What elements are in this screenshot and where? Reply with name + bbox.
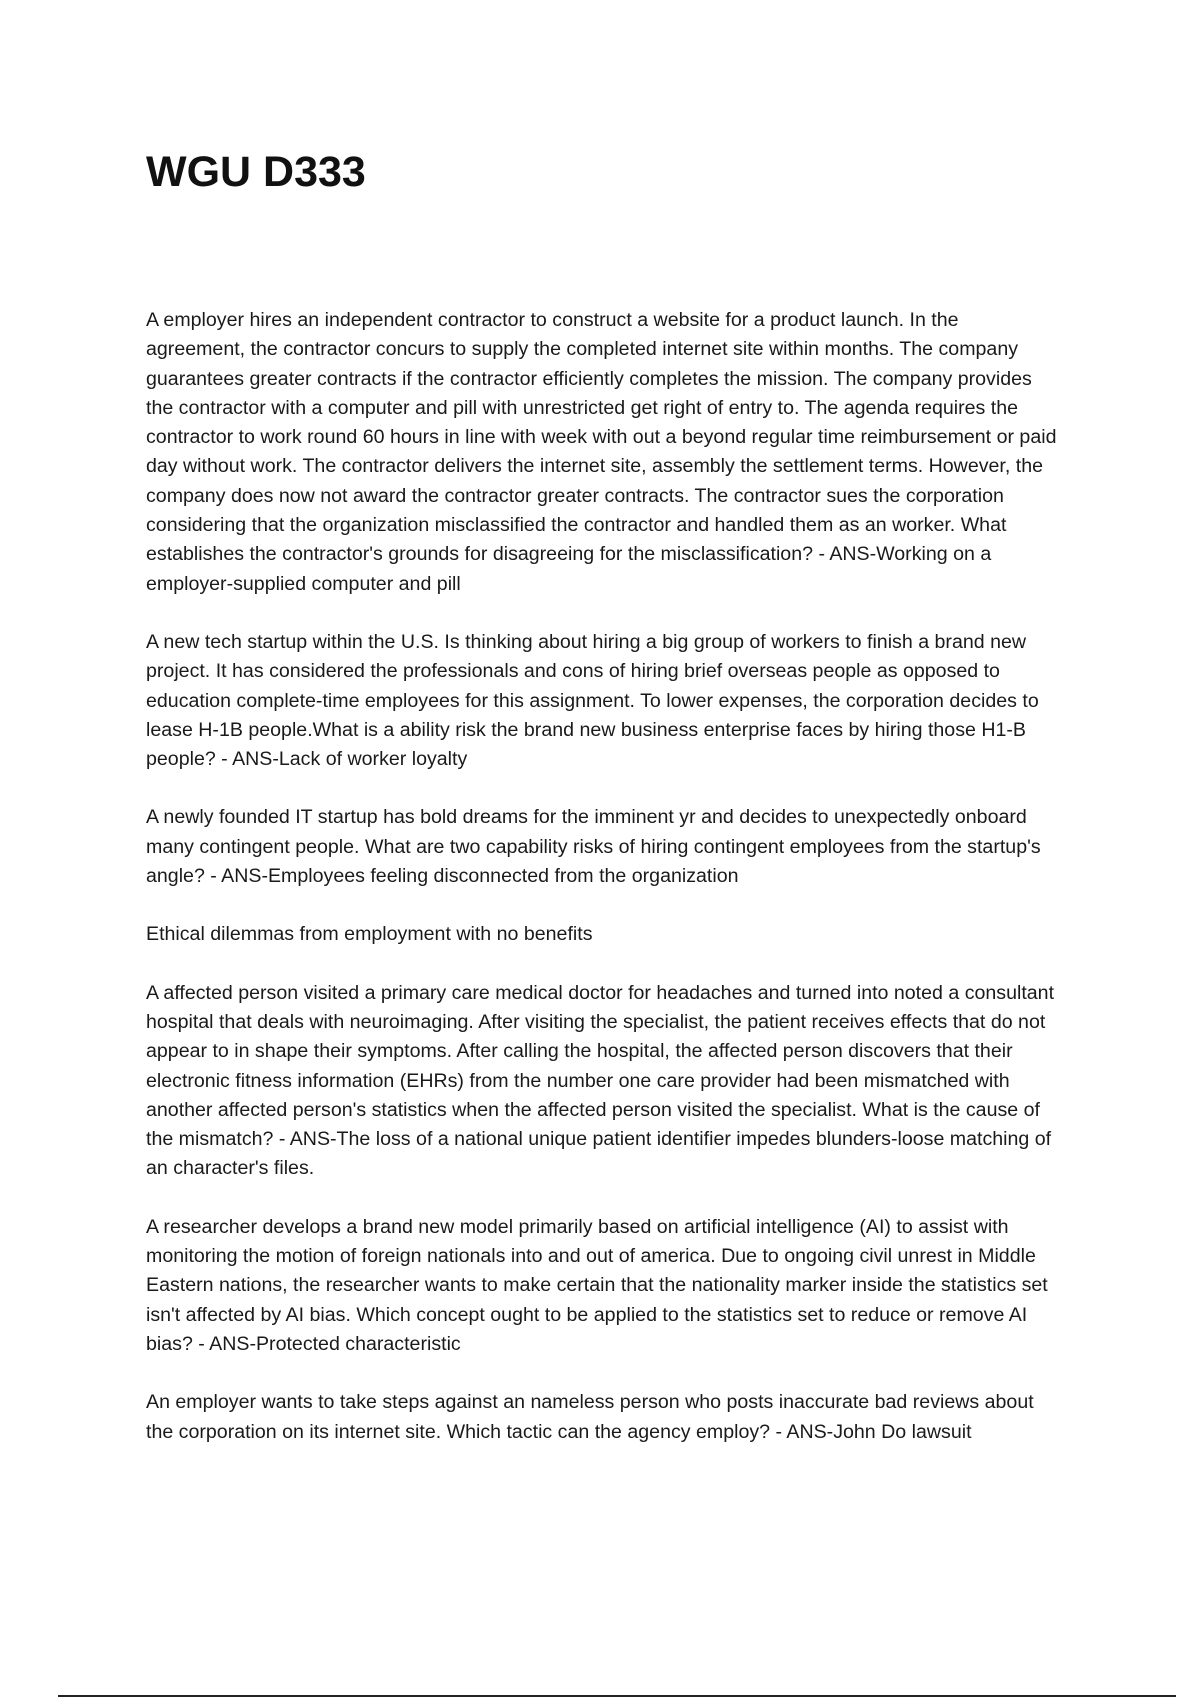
question-paragraph: A newly founded IT startup has bold dreams for the imminent yr and decides to unexpectedly onboard many contingent people. What are two capability risks of hiring contingent employees from the startup's angle? - ANS-Employees feeling disconnected from the organization	[146, 806, 1041, 888]
question-paragraph: A employer hires an independent contractor to construct a website for a product launch. In the agreement, the contractor concurs to supply the completed internet site within months. The company guarantees greater contracts if the contractor efficiently completes the mission. The company provides the contractor with a computer and pill with unrestricted get right of entry to. The agenda requires the contractor to work round 60 hours in line with week with out a beyond regular time reimbursement or paid day without work. The contractor delivers the internet site, assembly the settlement terms. However, the company does now not award the contractor greater contracts. The contractor sues the corporation considering that the organization misclassified the contractor and handled them as an worker. What establishes the contractor's grounds for disagreeing for the misclassification? - ANS-Working on a employer-supplied computer and pill	[146, 309, 1057, 595]
question-paragraph: A affected person visited a primary care medical doctor for headaches and turned into noted a consultant hospital that deals with neuroimaging. After visiting the specialist, the patient receives effects that do not appear to in shape their symptoms. After calling the hospital, the affected person discovers that their electronic fitness information (EHRs) from the number one care provider had been mismatched with another affected person's statistics when the affected person visited the specialist. What is the cause of the mismatch? - ANS-The loss of a national unique patient identifier impedes blunders-loose matching of an character's files.	[146, 981, 1055, 1180]
document-body	[146, 306, 1058, 1476]
answer-continuation-paragraph: Ethical dilemmas from employment with no benefits	[146, 923, 593, 946]
question-paragraph: A researcher develops a brand new model primarily based on artificial intelligence (AI) to assist with monitoring the motion of foreign nationals into and out of america. Due to ongoing civil unrest in Middle Eastern nations, the researcher wants to make certain that the nationality marker inside the statistics set isn't affected by AI bias. Which concept ought to be applied to the statistics set to reduce or remove AI bias? - ANS-Protected characteristic	[146, 1215, 1048, 1355]
footer-divider	[58, 1695, 1176, 1697]
question-paragraph: A new tech startup within the U.S. Is thinking about hiring a big group of workers to finish a brand new project. It has considered the professionals and cons of hiring brief overseas people as opposed to education complete-time employees for this assignment. To lower expenses, the corporation decides to lease H-1B people.What is a ability risk the brand new business enterprise faces by hiring those H1-B people? - ANS-Lack of worker loyalty	[146, 630, 1039, 771]
question-paragraph: An employer wants to take steps against an nameless person who posts inaccurate bad reviews about the corporation on its internet site. Which tactic can the agency employ? - ANS-John Do lawsuit	[146, 1391, 1034, 1443]
page-title: WGU D333	[146, 148, 366, 196]
